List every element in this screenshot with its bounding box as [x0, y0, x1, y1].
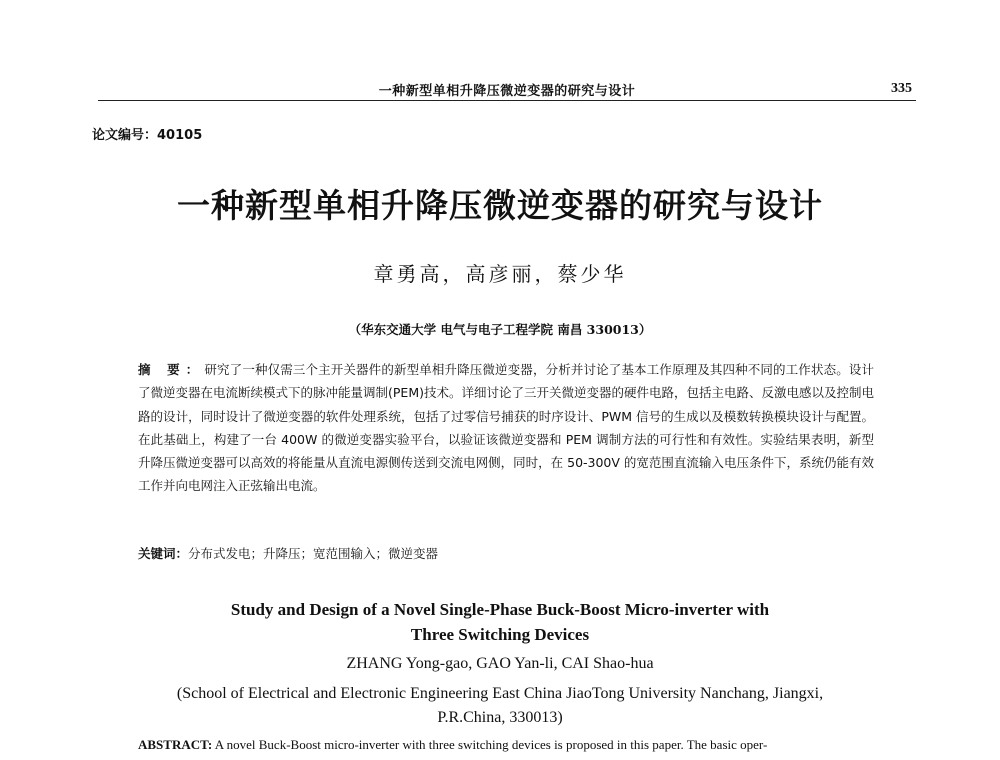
article-number	[92, 124, 202, 143]
english-abstract	[138, 737, 898, 753]
article-number-label: 论文编号：	[92, 128, 158, 143]
chinese-abstract-text: 研究了一种仅需三个主开关器件的新型单相升降压微逆变器，分析并讨论了基本工作原理及其四种不同的工作状态。设计了微逆变器在电流断续模式下的脉冲能量调制(PEM)技术。详细讨论了三开关微逆变器的硬件电路，包括主电路、反激电感以及控制电路的设计，同时设计了微逆变器的软件处理系统，包括了过零信号捕获的时序设计、PWM 信号的生成以及模数转换模块设计与配置。在此基础上，构建了一台 400W 的微逆变器实验平台，以验证该微逆变器和 PEM 调制方法的可行性和有效性。实验结果表明，新型升降压微逆变器可以高效的将能量从直流电源侧传送到交流电网侧，同时，在 50-300V 的宽范围直流输入电压条件下，系统仍能有效工作并向电网注入正弦输出电流。	[138, 362, 874, 494]
chinese-keywords-text: 分布式发电；升降压；宽范围输入；微逆变器	[188, 546, 439, 561]
running-header	[98, 78, 916, 101]
english-affiliation	[0, 682, 1000, 730]
english-title-line-1: Study and Design of a Novel Single-Phase Buck-Boost Micro-inverter with	[230, 600, 770, 619]
chinese-abstract	[138, 358, 874, 498]
chinese-keywords-label: 关键词：	[138, 546, 189, 561]
chinese-abstract-label: 摘 要：	[138, 362, 205, 377]
english-affiliation-line-2: P.R.China, 330013)	[437, 709, 563, 726]
english-title	[0, 597, 1000, 647]
chinese-affiliation: （华东交通大学 电气与电子工程学院 南昌 330013）	[348, 322, 652, 337]
english-affiliation-line-1: (School of Electrical and Electronic Engineering East China JiaoTong University Nanchang, Jiangxi,	[176, 685, 824, 702]
chinese-authors: 章勇高，高彦丽，蔡少华	[373, 262, 627, 286]
english-abstract-label: ABSTRACT:	[138, 737, 213, 752]
page-number: 335	[891, 81, 912, 96]
running-title: 一种新型单相升降压微逆变器的研究与设计	[378, 84, 636, 99]
article-number-value: 40105	[157, 128, 203, 143]
english-abstract-text: A novel Buck-Boost micro-inverter with three switching devices is proposed in this paper. The basic oper-	[212, 737, 768, 752]
chinese-title: 一种新型单相升降压微逆变器的研究与设计	[177, 186, 823, 225]
english-title-line-2: Three Switching Devices	[410, 625, 590, 644]
english-authors: ZHANG Yong-gao, GAO Yan-li, CAI Shao-hua	[346, 655, 654, 672]
chinese-keywords	[138, 544, 874, 562]
